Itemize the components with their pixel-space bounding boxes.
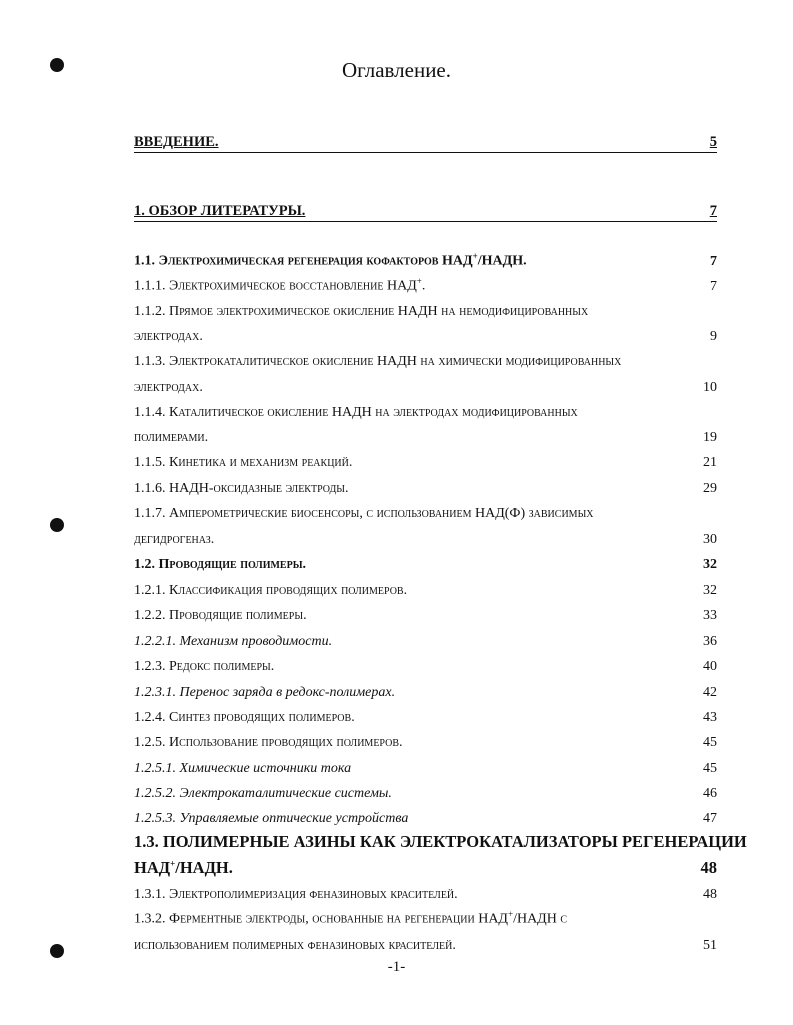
- toc-entry-title: 1.2.2.1. Механизм проводимости.: [134, 634, 333, 649]
- toc-entry[interactable]: [134, 704, 717, 728]
- toc-entry-title: [134, 858, 233, 878]
- toc-entry-title: [134, 909, 567, 928]
- toc-entry-page: 47: [703, 811, 717, 826]
- toc-entry-smallcaps: лектрохимическое восстановление: [178, 279, 387, 294]
- toc-entry-capital: А: [165, 506, 180, 521]
- toc-entry-smallcaps: ерментные электроды, основанные на регенерации: [180, 912, 479, 927]
- toc-entry-continuation[interactable]: [134, 374, 717, 398]
- toc-entry-title: полимерами.: [134, 430, 209, 445]
- toc-entry-superscript: +: [170, 858, 176, 869]
- toc-entry[interactable]: [134, 197, 717, 222]
- toc-entry-title: [134, 455, 352, 471]
- toc-entry-page: 43: [703, 710, 717, 725]
- toc-entry-suffix: /НАДН: [513, 912, 557, 927]
- toc-entry-title: электродах.: [134, 329, 203, 344]
- toc-entry-page: 48: [703, 887, 717, 902]
- toc-entry-capital: Э: [165, 354, 179, 369]
- toc-entry-suffix: /НАДН.: [175, 858, 233, 877]
- toc-entry-superscript: +: [416, 276, 422, 287]
- toc-entry-page: 10: [703, 380, 717, 395]
- toc-entry-title: [134, 735, 403, 751]
- toc-entry-number: 1.2.3.: [134, 659, 166, 674]
- toc-entry-page: 32: [703, 583, 717, 598]
- toc-entry-number: 1.2.2.: [134, 608, 166, 623]
- toc-entry[interactable]: [134, 679, 717, 703]
- toc-entry-smallcaps: лектрокаталитическое окисление: [178, 354, 378, 369]
- toc-entry-continuation[interactable]: [134, 526, 717, 550]
- toc-entry-number: 1.2.5.: [134, 735, 166, 750]
- toc-entry-title: ВВЕДЕНИЕ.: [134, 134, 219, 150]
- toc-entry-smallcaps: роводящие полимеры.: [169, 557, 307, 572]
- toc-entry-abbr: НАДН: [165, 481, 209, 496]
- toc-entry-title: [134, 481, 349, 497]
- toc-entry-number: 1.1.4.: [134, 405, 166, 420]
- toc-entry-page: 45: [703, 761, 717, 776]
- toc-entry-title: [134, 710, 355, 726]
- toc-entry-abbr: НАД: [387, 279, 417, 294]
- toc-entry-capital: К: [165, 455, 179, 470]
- toc-entry-continuation[interactable]: [134, 856, 717, 880]
- toc-entry-continuation[interactable]: [134, 424, 717, 448]
- toc-entry-title: электродах.: [134, 380, 203, 395]
- toc-entry-title: дегидрогеназ.: [134, 532, 215, 547]
- toc-entry-smallcaps: рямое электрохимическое окисление: [179, 304, 398, 319]
- toc-entry[interactable]: [134, 248, 717, 272]
- toc-entry-abbr: НАДН: [331, 405, 372, 420]
- toc-entry-abbr: НАДН: [397, 304, 438, 319]
- toc-entry-number: 1.1.6.: [134, 481, 166, 496]
- toc-entry-title: 1.2.5.1. Химические источники тока: [134, 761, 352, 776]
- toc-entry-number: 1.1.2.: [134, 304, 166, 319]
- toc-entry-smallcaps: лектрохимическая регенерация кофакторов: [168, 254, 442, 269]
- toc-entry-abbr: НАД: [134, 858, 171, 877]
- toc-entry-page: 42: [703, 685, 717, 700]
- toc-entry-page: 46: [703, 786, 717, 801]
- margin-dot-middle: [50, 518, 64, 532]
- toc-entry[interactable]: [134, 830, 747, 854]
- toc-entry-abbr: НАД: [478, 912, 508, 927]
- toc-entry-page: 48: [700, 858, 717, 877]
- toc-entry-superscript: +: [472, 251, 478, 262]
- toc-entry-page: 7: [710, 254, 717, 269]
- toc-entry-title: [134, 557, 306, 573]
- toc-entry-title: [134, 251, 527, 270]
- toc-entry[interactable]: [134, 602, 717, 626]
- toc-entry-page: 7: [709, 203, 717, 219]
- toc-entry-page: 9: [710, 329, 717, 344]
- toc-entry-smallcaps-tail: на электродах модифицированных: [371, 405, 578, 420]
- toc-entry-number: 1.3.1.: [134, 887, 166, 902]
- toc-entry-smallcaps: -оксидазные электроды.: [208, 481, 349, 496]
- toc-entry-page: 29: [703, 481, 717, 496]
- toc-entry-continuation[interactable]: [134, 932, 717, 956]
- toc-entry-page: 51: [703, 938, 717, 953]
- toc-entry-capital: П: [165, 304, 180, 319]
- toc-entry-page: 32: [703, 557, 717, 572]
- toc-entry-smallcaps: аталитическое окисление: [178, 405, 332, 420]
- toc-entry-capital: Э: [155, 254, 168, 269]
- toc-entry-number: 1.2.1.: [134, 583, 166, 598]
- toc-entry-capital: И: [165, 735, 180, 750]
- toc-entry-page: 19: [703, 430, 717, 445]
- toc-entry-number: 1.1.1.: [134, 279, 166, 294]
- toc-entry[interactable]: [134, 906, 717, 930]
- toc-entry-title: [134, 659, 274, 675]
- toc-entry[interactable]: [134, 298, 717, 322]
- toc-entry-capital: С: [165, 710, 179, 725]
- toc-entry-smallcaps-tail: зависимых: [525, 506, 594, 521]
- toc-entry-capital: Р: [165, 659, 177, 674]
- toc-entry-smallcaps: спользование проводящих полимеров.: [179, 735, 403, 750]
- toc-entry-number: 1.3.2.: [134, 912, 166, 927]
- toc-entry-title: 1.2.3.1. Перенос заряда в редокс-полимерах.: [134, 685, 396, 700]
- toc-entry-number: 1.1.: [134, 254, 155, 269]
- toc-entry[interactable]: [134, 475, 717, 499]
- toc-entry-page: 40: [703, 659, 717, 674]
- toc-entry-smallcaps: интез проводящих полимеров.: [178, 710, 355, 725]
- toc-entry-title: [134, 354, 621, 370]
- toc-entry-smallcaps-tail: на немодифицированных: [437, 304, 589, 319]
- toc-entry[interactable]: [134, 500, 717, 524]
- toc-entry-smallcaps: лассификация проводящих полимеров.: [178, 583, 408, 598]
- toc-entry[interactable]: [134, 881, 717, 905]
- page-number: -1-: [387, 959, 406, 975]
- page-title: Оглавление.: [342, 58, 451, 82]
- toc-entry-page: 21: [703, 455, 717, 470]
- toc-entry-smallcaps-tail: с: [556, 912, 568, 927]
- toc-entry-number: 1.2.: [134, 557, 155, 572]
- toc-entry-capital: П: [165, 608, 180, 623]
- toc-entry-number: 1.1.5.: [134, 455, 166, 470]
- toc-entry-title: [134, 583, 407, 599]
- toc-entry-title: [134, 887, 458, 903]
- toc-entry-title: [134, 276, 425, 295]
- toc-entry-continuation[interactable]: [134, 323, 717, 347]
- toc-entry-number: 1.2.4.: [134, 710, 166, 725]
- toc-entry-page: 30: [703, 532, 717, 547]
- toc-entry-title: [134, 608, 307, 624]
- toc-entry-suffix: .: [421, 279, 426, 294]
- toc-entry-smallcaps-tail: на химически модифицированных: [416, 354, 622, 369]
- toc-entry-page: 33: [703, 608, 717, 623]
- toc-entry[interactable]: [134, 755, 717, 779]
- toc-entry-capital: К: [165, 583, 179, 598]
- toc-entry-page: 36: [703, 634, 717, 649]
- toc-entry-suffix: /НАДН.: [477, 254, 527, 269]
- toc-entry-title: [134, 506, 594, 522]
- toc-entry-capital: Э: [165, 279, 179, 294]
- toc-entry-title: 1. ОБЗОР ЛИТЕРАТУРЫ.: [134, 203, 306, 219]
- toc-entry-title: 1.2.5.3. Управляемые оптические устройства: [134, 811, 409, 826]
- toc-entry-title: использованием полимерных феназиновых красителей.: [134, 938, 456, 953]
- margin-dot-bottom: [50, 944, 64, 958]
- toc-entry-capital: П: [155, 557, 170, 572]
- toc-entry-abbr: НАДН: [377, 354, 417, 369]
- toc-entry[interactable]: [134, 273, 717, 297]
- toc-entry-page: 7: [710, 279, 717, 294]
- toc-entry-smallcaps: инетика и механизм реакций.: [178, 455, 353, 470]
- toc-entry[interactable]: [134, 399, 717, 423]
- toc-entry[interactable]: [134, 577, 717, 601]
- toc-entry-smallcaps: едокс полимеры.: [176, 659, 275, 674]
- toc-entry-capital: Э: [165, 887, 179, 902]
- toc-entry-title: [134, 405, 578, 421]
- toc-entry[interactable]: [134, 805, 717, 829]
- toc-entry[interactable]: [134, 348, 717, 372]
- toc-entry[interactable]: [134, 628, 717, 652]
- toc-entry[interactable]: [134, 551, 717, 575]
- toc-entry-page: 5: [709, 134, 717, 150]
- toc-entry[interactable]: [134, 780, 717, 804]
- toc-entry[interactable]: [134, 729, 717, 753]
- toc-entry-abbr: НАД: [441, 254, 473, 269]
- toc-entry-capital: Ф: [165, 912, 181, 927]
- toc-entry-smallcaps: роводящие полимеры.: [179, 608, 307, 623]
- toc-entry[interactable]: [134, 128, 717, 153]
- toc-entry-number: 1.1.7.: [134, 506, 166, 521]
- toc-entry-capital: К: [165, 405, 179, 420]
- toc-entry-superscript: +: [507, 909, 514, 920]
- toc-entry[interactable]: [134, 449, 717, 473]
- toc-entry-title: 1.3. ПОЛИМЕРНЫЕ АЗИНЫ КАК ЭЛЕКТРОКАТАЛИЗАТОРЫ РЕГЕНЕРАЦИИ: [134, 832, 747, 851]
- toc-entry-title: [134, 304, 588, 320]
- toc-entry-abbr: НАД(Ф): [475, 506, 526, 521]
- toc-entry-page: 45: [703, 735, 717, 750]
- toc-entry[interactable]: [134, 653, 717, 677]
- toc-entry-number: 1.1.3.: [134, 354, 166, 369]
- toc-entry-smallcaps: мперометрические биосенсоры, с использованием: [179, 506, 475, 521]
- toc-entry-title: 1.2.5.2. Электрокаталитические системы.: [134, 786, 392, 801]
- toc-entry-smallcaps: лектрополимеризация феназиновых красителей.: [178, 887, 458, 902]
